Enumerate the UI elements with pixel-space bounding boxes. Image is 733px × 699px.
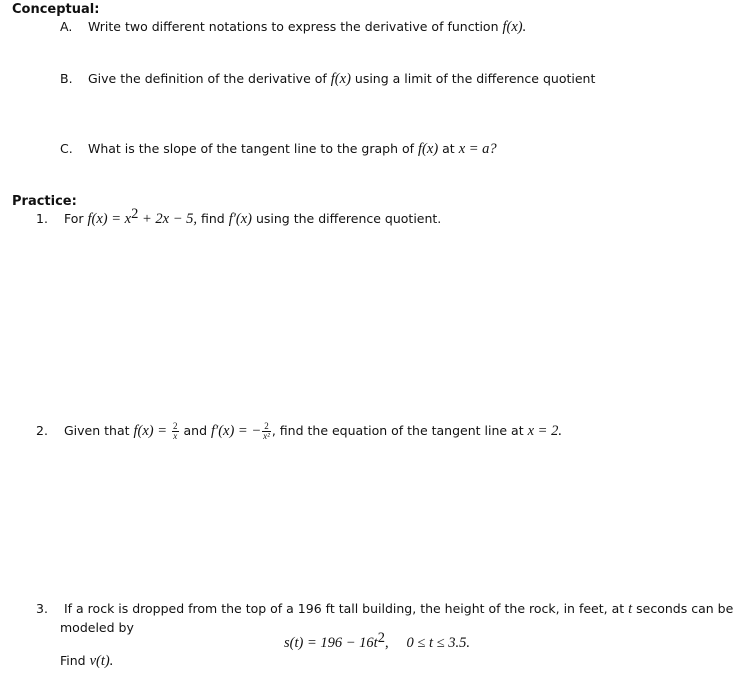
question-c-text: What is the slope of the tangent line to the graph of	[87, 141, 415, 156]
question-c-label: C.	[60, 141, 73, 156]
problem-3-find	[60, 653, 113, 670]
problem-3-find-label: Find	[60, 653, 86, 668]
problem-2-fraction2-den: x²	[263, 431, 270, 441]
problem-3-domain: 0 ≤ t ≤ 3.5.	[406, 635, 470, 651]
problem-3-line1	[36, 601, 733, 618]
problem-3-formula-row	[284, 629, 470, 652]
problem-3-label: 3.	[36, 601, 48, 616]
problem-2-post: , find the equation of the tangent line at	[271, 423, 524, 438]
problem-3-var: t	[628, 601, 633, 617]
problem-2-deriv: f′(x) = −	[211, 423, 262, 439]
question-c-math2: x = a?	[458, 141, 497, 157]
question-b-text2: using a limit of the difference quotient	[354, 71, 596, 86]
question-c-text2: at	[442, 141, 455, 156]
problem-3-find-math: v(t).	[89, 653, 114, 669]
question-b-text: Give the definition of the derivative of	[87, 71, 327, 86]
problem-2-label: 2.	[36, 423, 48, 438]
problem-2-point: x = 2.	[527, 423, 562, 439]
problem-1-mid: find	[200, 211, 225, 226]
problem-1-label: 1.	[36, 211, 48, 226]
problem-1-func: f(x) = x	[87, 211, 132, 227]
problem-3-exponent: 2	[377, 629, 385, 646]
problem-1-func-rest: + 2x − 5,	[138, 211, 197, 227]
practice-heading: Practice:	[12, 194, 77, 209]
question-c	[60, 141, 497, 158]
question-a-label: A.	[60, 19, 73, 34]
conceptual-heading: Conceptual:	[12, 2, 100, 17]
problem-3-line2: modeled by	[60, 620, 134, 635]
problem-2-fraction2-num: 2	[262, 422, 271, 432]
question-a-text: Write two different notations to express the derivative of function	[87, 19, 499, 34]
problem-3-text: If a rock is dropped from the top of a 196 ft tall building, the height of the rock, in feet, at	[63, 601, 625, 616]
problem-2-fraction	[172, 422, 179, 441]
question-b-label: B.	[60, 71, 73, 86]
question-c-math: f(x)	[418, 141, 439, 157]
problem-2-fraction2	[262, 422, 271, 441]
problem-1-exponent: 2	[131, 205, 139, 222]
problem-1-post: using the difference quotient.	[255, 211, 442, 226]
problem-2-func: f(x) =	[133, 423, 168, 439]
problem-2	[36, 422, 562, 441]
problem-2-and: and	[183, 423, 208, 438]
question-b-math: f(x)	[330, 71, 351, 87]
problem-2-fraction-num: 2	[173, 421, 178, 431]
problem-1	[36, 205, 442, 228]
question-b	[60, 71, 595, 88]
problem-2-pre: Given that	[63, 423, 130, 438]
problem-3-comma: ,	[384, 635, 389, 651]
problem-3-formula: s(t) = 196 − 16t	[284, 635, 378, 651]
problem-2-fraction-den: x	[173, 431, 178, 441]
question-a-math: f(x).	[502, 19, 527, 35]
problem-3-text-b: seconds can be	[636, 601, 733, 616]
problem-1-deriv: f′(x)	[228, 211, 252, 227]
question-a	[60, 19, 526, 36]
problem-1-pre: For	[63, 211, 84, 226]
